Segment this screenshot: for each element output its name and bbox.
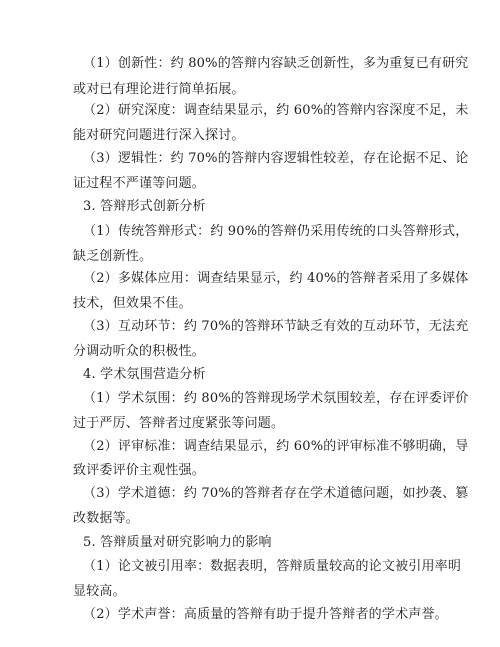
section-heading-academic-atmosphere: 4. 学术氛围营造分析 xyxy=(83,367,206,382)
paragraph-atmosphere-line1: （1）学术氛围：约 80%的答辩现场学术氛围较差，存在评委评价 xyxy=(83,391,469,406)
paragraph-citation-rate-line1: （1）论文被引用率：数据表明，答辩质量较高的论文被引用率明 xyxy=(83,559,462,574)
paragraph-traditional-format-line1: （1）传统答辩形式：约 90%的答辩仍采用传统的口头答辩形式， xyxy=(83,224,469,239)
section-heading-defense-quality-impact: 5. 答辩质量对研究影响力的影响 xyxy=(83,535,272,550)
paragraph-innovation-line1: （1）创新性：约 80%的答辩内容缺乏创新性，多为重复已有研究 xyxy=(83,56,469,71)
paragraph-citation-rate-line2: 显较高。 xyxy=(73,584,126,599)
paragraph-atmosphere-line2: 过于严厉、答辩者过度紧张等问题。 xyxy=(73,416,285,431)
paragraph-interaction-line1: （3）互动环节：约 70%的答辩环节缺乏有效的互动环节，无法充 xyxy=(83,319,469,334)
section-heading-defense-format: 3. 答辩形式创新分析 xyxy=(83,199,206,214)
paragraph-review-standard-line2: 致评委评价主观性强。 xyxy=(73,463,206,478)
paragraph-review-standard-line1: （2）评审标准：调查结果显示，约 60%的评审标准不够明确，导 xyxy=(83,439,469,454)
paragraph-multimedia-line1: （2）多媒体应用：调查结果显示，约 40%的答辩者采用了多媒体 xyxy=(83,271,469,286)
paragraph-academic-reputation: （2）学术声誉：高质量的答辩有助于提升答辩者的学术声誉。 xyxy=(83,607,448,622)
paragraph-interaction-line2: 分调动听众的积极性。 xyxy=(73,344,206,359)
paragraph-logic-line1: （3）逻辑性：约 70%的答辩内容逻辑性较差，存在论据不足、论 xyxy=(83,151,469,166)
paragraph-multimedia-line2: 技术，但效果不佳。 xyxy=(73,296,192,311)
paragraph-traditional-format-line2: 缺乏创新性。 xyxy=(73,249,153,264)
paragraph-innovation-line2: 或对已有理论进行简单拓展。 xyxy=(73,82,245,97)
paragraph-research-depth-line2: 能对研究问题进行深入探讨。 xyxy=(73,128,245,143)
paragraph-ethics-line2: 改数据等。 xyxy=(73,511,140,526)
paragraph-research-depth-line1: （2）研究深度：调查结果显示，约 60%的答辩内容深度不足，未 xyxy=(83,103,469,118)
paragraph-ethics-line1: （3）学术道德：约 70%的答辩者存在学术道德问题，如抄袭、篡 xyxy=(83,486,469,501)
paragraph-logic-line2: 证过程不严谨等问题。 xyxy=(73,176,206,191)
